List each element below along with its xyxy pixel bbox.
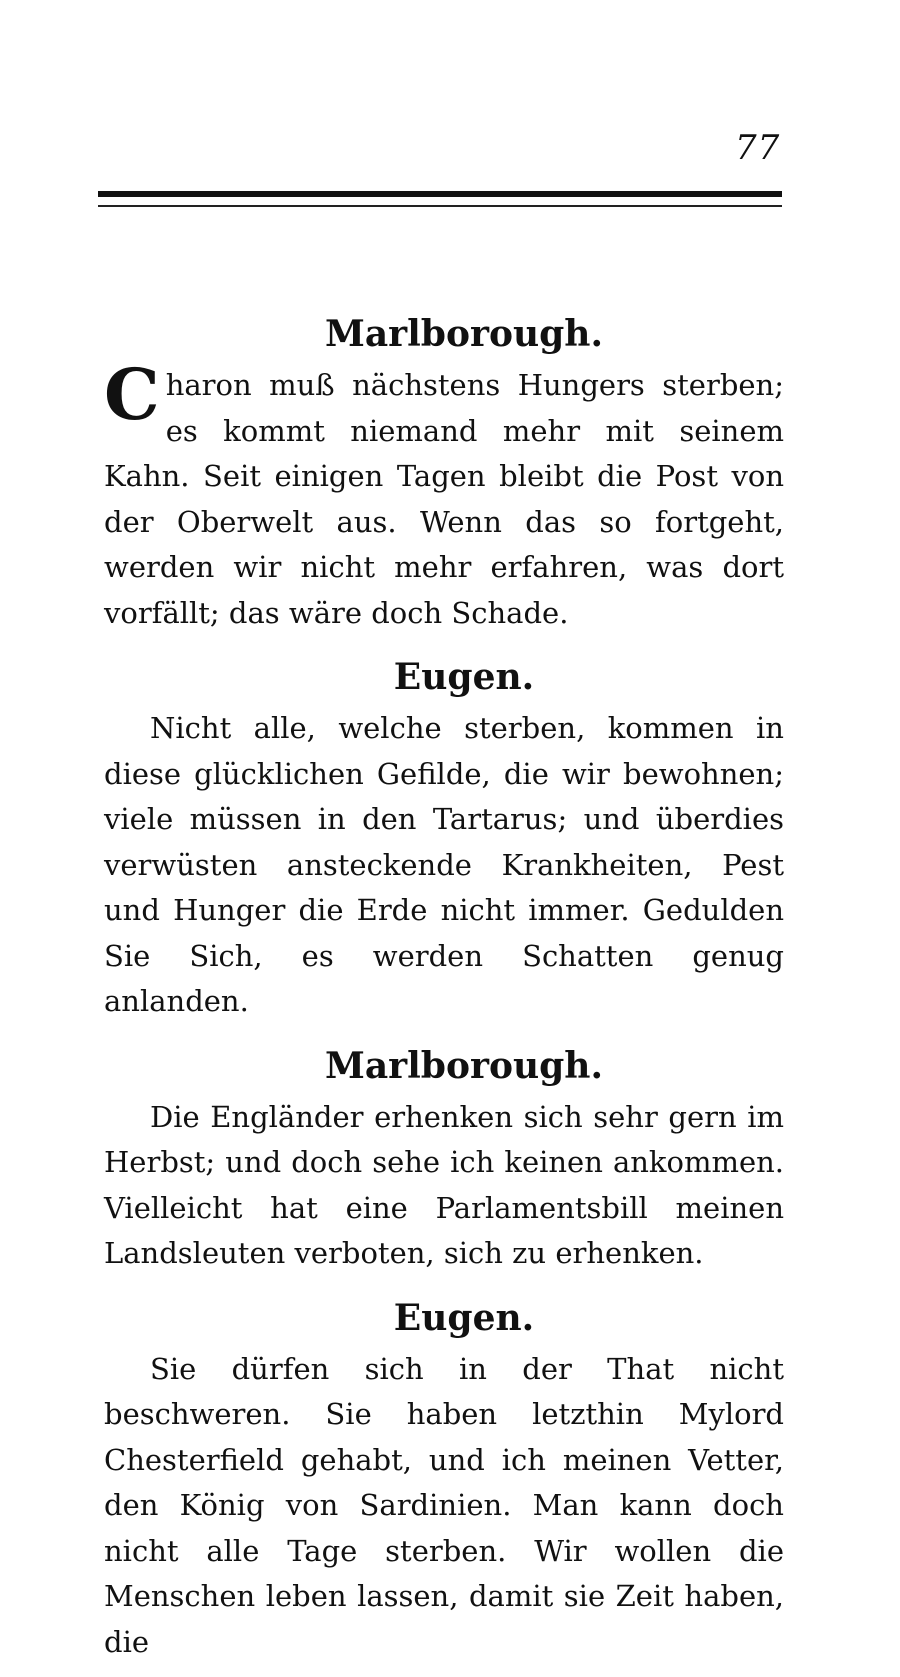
page-body (104, 305, 784, 1677)
dialogue-paragraph: Die Engländer erhenken sich sehr gern im Herbst; und doch sehe ich keinen ankommen. Vielleicht hat eine Parlamentsbill meinen Landsleuten verboten, sich zu erhenken. (104, 1099, 784, 1270)
dialogue-section-3 (104, 1037, 784, 1277)
speaker-heading: Eugen. (393, 656, 535, 698)
drop-cap: C (104, 353, 160, 436)
header-rule-thick (98, 191, 782, 197)
paragraph-text: haron muß nächstens Hungers sterben; es kommt niemand mehr mit seinem Kahn. Seit einigen Tagen bleibt die Post von der Oberwelt aus. Wenn das so fortgeht, werden wir nicht mehr erfahren, was dort vorfällt; das wäre doch Schade. (104, 368, 784, 630)
dialogue-paragraph (104, 353, 784, 636)
dialogue-paragraph: Nicht alle, welche sterben, kommen in diese glücklichen Gefilde, die wir bewohnen; viele müssen in den Tartarus; und überdies verwüsten ansteckende Krankheiten, Pest und Hunger die Erde nicht immer. Gedulden Sie Sich, es werden Schatten genug anlanden. (104, 711, 784, 1018)
speaker-heading: Marlborough. (324, 1044, 604, 1087)
dialogue-section-1 (104, 305, 784, 636)
dialogue-paragraph: Sie dürfen sich in der That nicht beschweren. Sie haben letzthin Mylord Chesterfield gehabt, und ich meinen Vetter, den König von Sardinien. Man kann doch nicht alle Tage sterben. Wir wollen die Menschen leben lassen, damit sie Zeit haben, die (104, 1351, 784, 1659)
page-number: 77 (735, 128, 781, 168)
dialogue-section-4 (104, 1289, 784, 1666)
speaker-heading: Marlborough. (324, 313, 604, 355)
speaker-heading: Eugen. (393, 1296, 535, 1339)
header-rule-thin (98, 205, 782, 207)
dialogue-section-2 (104, 648, 784, 1025)
